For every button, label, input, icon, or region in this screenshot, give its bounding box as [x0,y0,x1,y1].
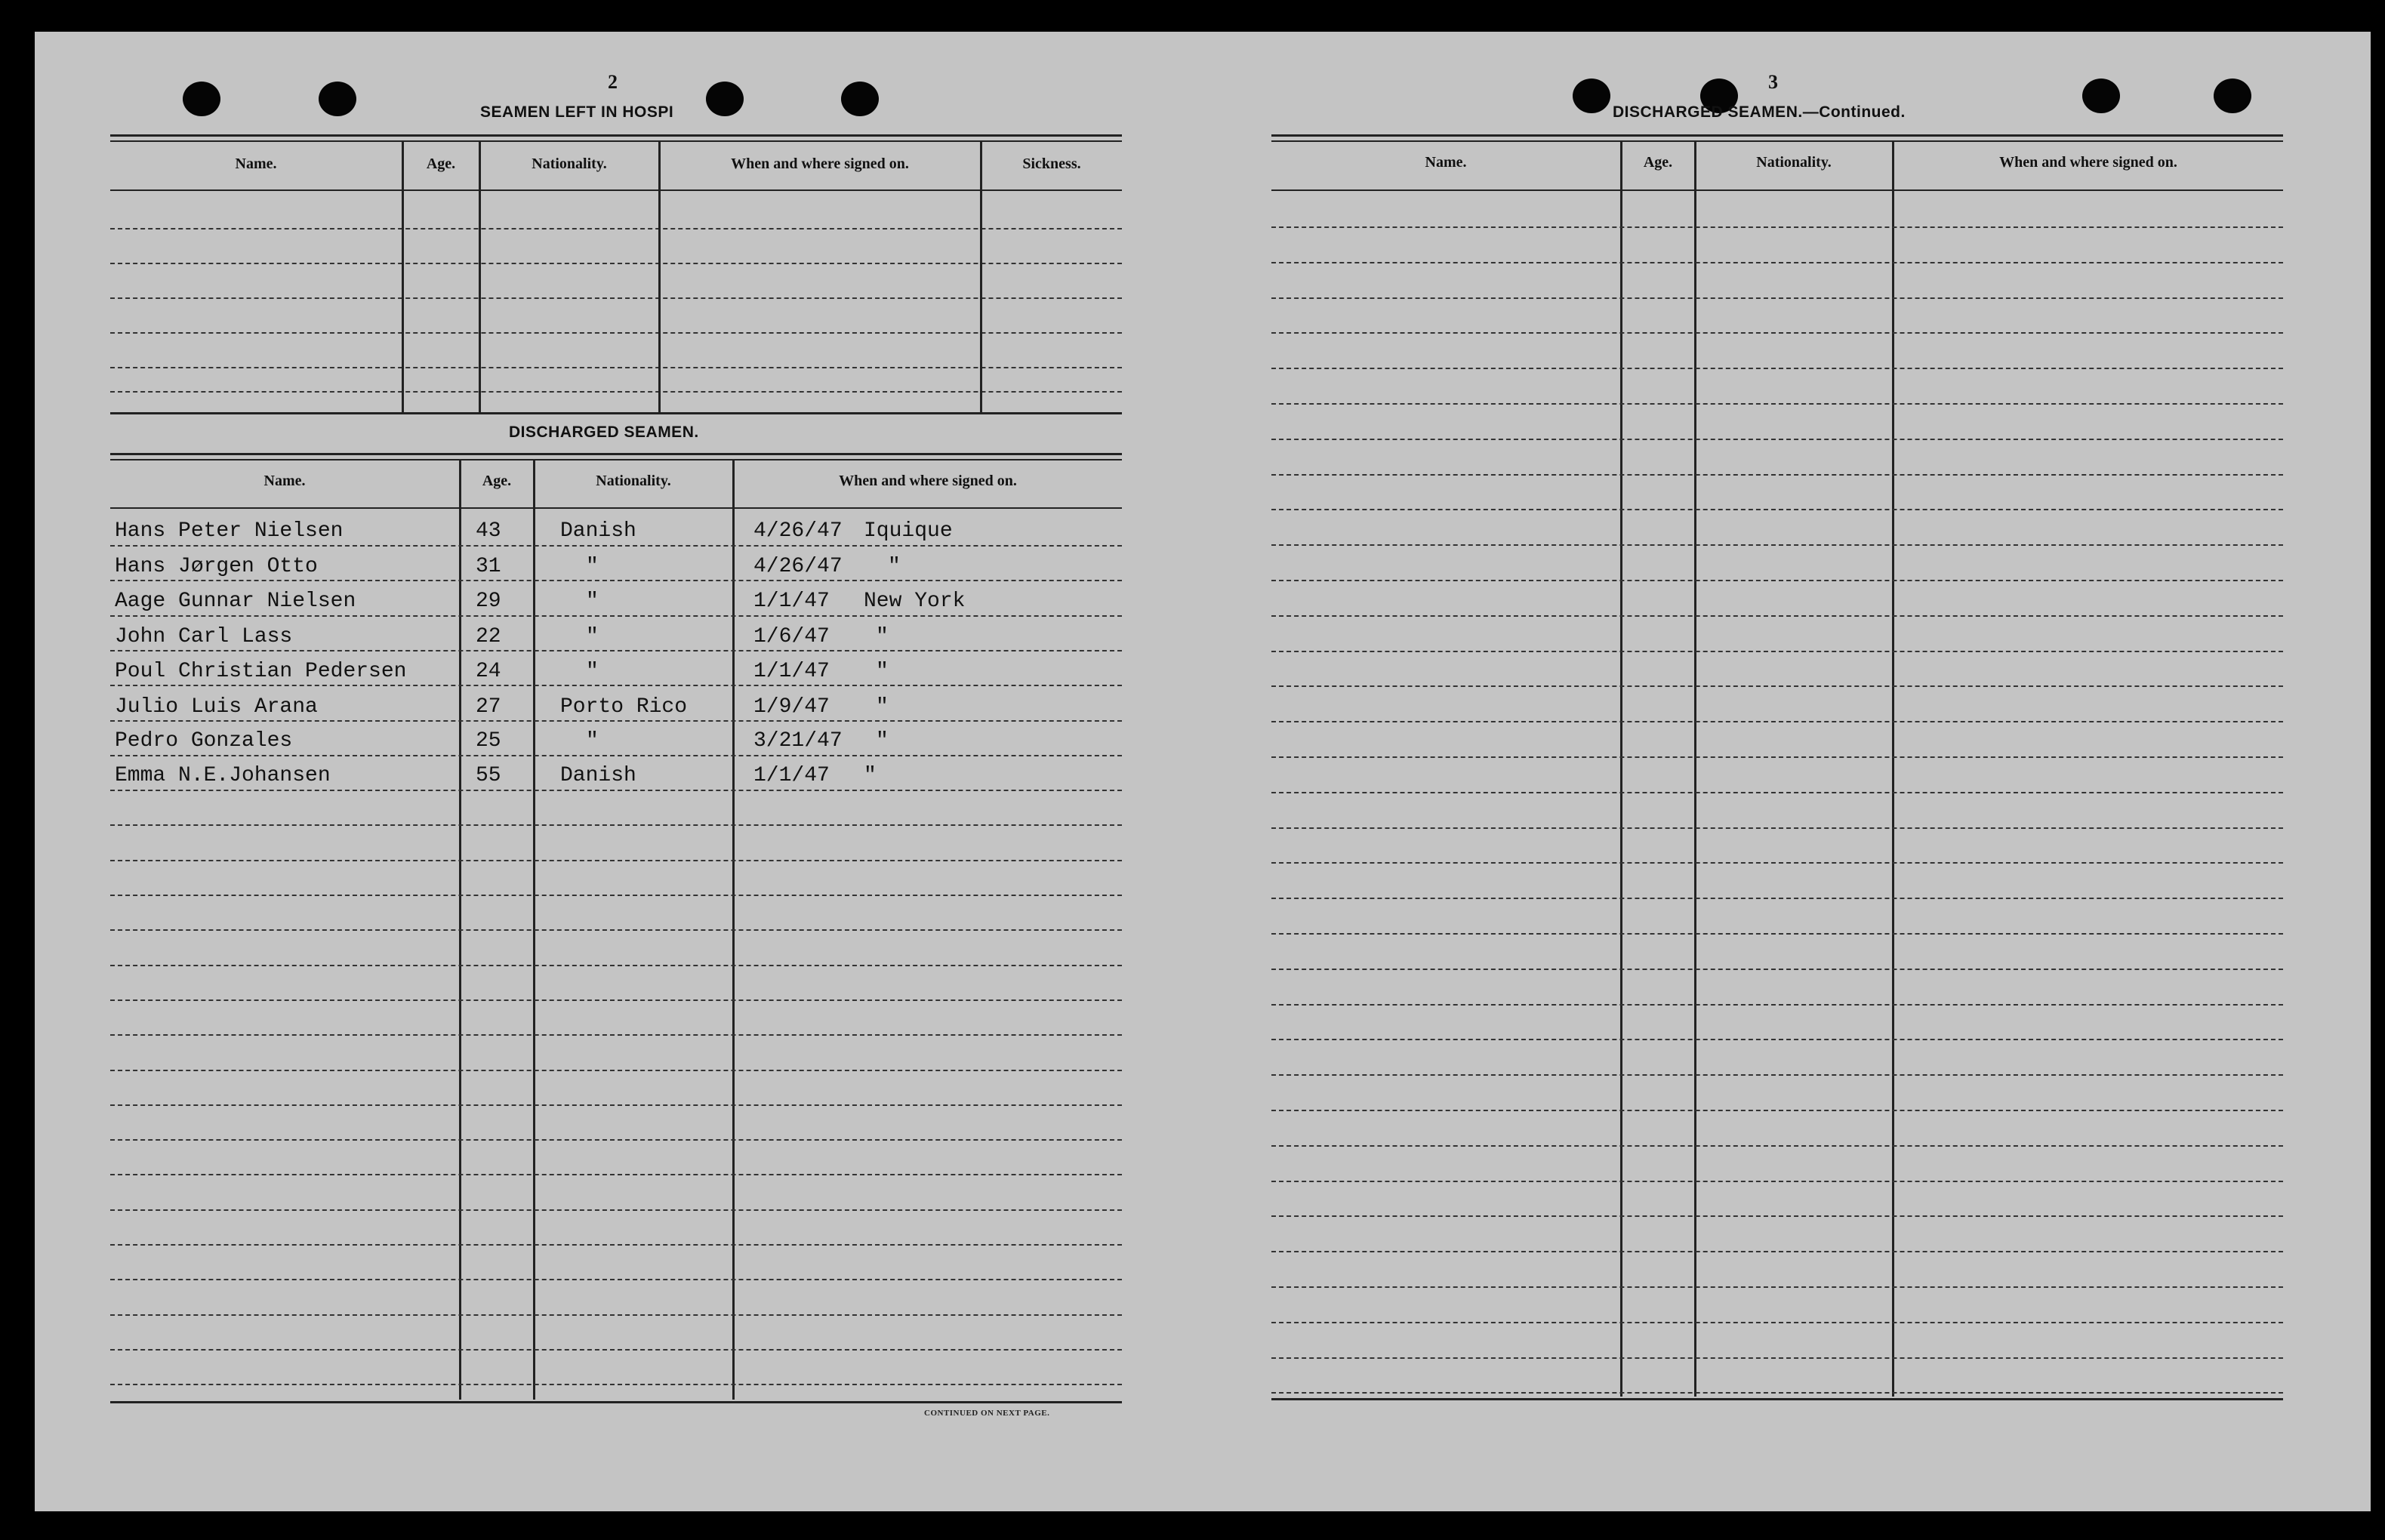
ruled-line [1271,898,2283,899]
seaman-name: John Carl Lass [115,625,293,648]
punch-hole [2082,79,2120,113]
discharged-table-top-rule [110,453,1122,455]
ruled-line [1271,862,2283,864]
seaman-nationality: " [586,729,599,753]
ruled-line [110,1279,1122,1280]
ruled-line [110,999,1122,1001]
hospital-row-line [110,332,1122,334]
seaman-name: Pedro Gonzales [115,729,293,753]
right-header-rule [1271,189,2283,191]
document-page [35,32,2371,1511]
seaman-nationality: " [586,555,599,578]
ruled-line [110,545,1122,547]
punch-hole [319,82,356,116]
ruled-line [110,1209,1122,1211]
ruled-line [110,790,1122,791]
ruled-line [1271,1357,2283,1359]
discharged-header-rule [110,507,1122,509]
ruled-line [110,965,1122,966]
seaman-signed-place: " [864,764,877,787]
ruled-line [110,1104,1122,1106]
seaman-signed-date: 3/21/47 [753,729,843,753]
hospital-section-title: SEAMEN LEFT IN HOSPI [480,103,674,121]
seaman-signed-place: Iquique [864,519,953,543]
seaman-signed-place: " [876,660,889,683]
ruled-line [1271,262,2283,263]
discharged-col-age: Age. [482,473,512,489]
right-col-signed-on: When and where signed on. [1999,154,2177,171]
seaman-nationality: Danish [560,519,636,543]
ruled-line [110,1244,1122,1246]
ruled-line [110,1384,1122,1385]
ruled-line [1271,1251,2283,1252]
page-number-left: 2 [608,71,618,93]
hospital-row-line [110,391,1122,393]
discharged-table-top-rule [110,459,1122,460]
ruled-line [1271,439,2283,440]
discharged-section-title: DISCHARGED SEAMEN. [509,424,699,441]
hospital-table-top-rule [110,134,1122,137]
ruled-line [1271,509,2283,510]
ruled-line [110,615,1122,617]
seaman-nationality: Porto Rico [560,695,688,719]
ruled-line [110,929,1122,931]
right-col-age: Age. [1643,154,1673,171]
ruled-line [110,685,1122,686]
seaman-signed-place: " [876,625,889,648]
seaman-age: 22 [476,625,501,648]
punch-hole [706,82,744,116]
punch-hole [2214,79,2251,113]
ruled-line [1271,969,2283,970]
right-col-divider [1892,140,1894,1397]
ruled-line [1271,332,2283,334]
hospital-col-divider [980,140,982,412]
ruled-line [1271,1215,2283,1217]
punch-hole [1573,79,1610,113]
seaman-age: 43 [476,519,501,543]
ruled-line [110,895,1122,896]
ruled-line [1271,792,2283,793]
seaman-name: Hans Peter Nielsen [115,519,344,543]
hospital-col-signed-on: When and where signed on. [731,156,909,172]
ruled-line [1271,685,2283,687]
right-table-top-rule [1271,140,2283,142]
ruled-line [1271,403,2283,405]
seaman-nationality: " [586,625,599,648]
hospital-col-sickness: Sickness. [1022,156,1081,172]
seaman-signed-date: 4/26/47 [753,519,843,543]
discharged-col-name: Name. [263,473,306,489]
hospital-row-line [110,367,1122,368]
ruled-line [110,720,1122,722]
discharged-col-nationality: Nationality. [596,473,671,489]
hospital-table-bottom-rule [110,412,1122,414]
ruled-line [1271,756,2283,758]
seaman-name: Aage Gunnar Nielsen [115,590,356,613]
seaman-signed-date: 1/1/47 [753,764,830,787]
hospital-col-name: Name. [235,156,277,172]
ruled-line [1271,651,2283,652]
ruled-line [1271,1181,2283,1182]
right-col-divider [1620,140,1622,1397]
ruled-line [1271,1039,2283,1040]
ruled-line [1271,933,2283,935]
hospital-row-line [110,228,1122,229]
seaman-signed-date: 1/1/47 [753,590,830,613]
ruled-line [110,824,1122,826]
seaman-age: 55 [476,764,501,787]
ruled-line [110,755,1122,756]
punch-hole [841,82,879,116]
hospital-col-divider [658,140,661,412]
page-number-right: 3 [1768,71,1778,93]
ruled-line [1271,1392,2283,1394]
hospital-header-rule [110,189,1122,191]
seaman-age: 27 [476,695,501,719]
ruled-line [1271,368,2283,369]
ruled-line [1271,827,2283,829]
seaman-nationality: " [586,660,599,683]
hospital-table-top-rule [110,140,1122,142]
discharged-table-bottom-rule [110,1401,1122,1403]
ruled-line [110,1174,1122,1175]
hospital-row-line [110,263,1122,264]
ruled-line [110,1139,1122,1141]
right-col-divider [1694,140,1696,1397]
punch-hole [183,82,220,116]
ruled-line [1271,1004,2283,1006]
ruled-line [110,650,1122,651]
seaman-name: Julio Luis Arana [115,695,318,719]
seaman-age: 29 [476,590,501,613]
seaman-age: 24 [476,660,501,683]
ruled-line [110,1034,1122,1036]
seaman-age: 31 [476,555,501,578]
seaman-name: Poul Christian Pedersen [115,660,407,683]
ruled-line [1271,1322,2283,1323]
continued-footer: CONTINUED ON NEXT PAGE. [924,1409,1050,1418]
right-table-top-rule [1271,134,2283,137]
seaman-age: 25 [476,729,501,753]
ruled-line [110,580,1122,581]
seaman-signed-date: 1/9/47 [753,695,830,719]
seaman-signed-place: " [876,695,889,719]
discharged-col-signed-on: When and where signed on. [839,473,1017,489]
seaman-signed-date: 1/1/47 [753,660,830,683]
seaman-name: Emma N.E.Johansen [115,764,331,787]
ruled-line [1271,580,2283,581]
ruled-line [1271,1074,2283,1076]
right-page-title: DISCHARGED SEAMEN.—Continued. [1613,103,1906,121]
ruled-line [110,860,1122,861]
seaman-signed-place: " [876,729,889,753]
hospital-col-divider [402,140,404,412]
seaman-signed-place: New York [864,590,966,613]
ruled-line [1271,1286,2283,1288]
right-col-name: Name. [1425,154,1467,171]
hospital-row-line [110,297,1122,299]
seaman-nationality: Danish [560,764,636,787]
ruled-line [1271,544,2283,546]
ruled-line [1271,615,2283,617]
hospital-col-nationality: Nationality. [532,156,607,172]
right-table-bottom-rule [1271,1398,2283,1400]
seaman-signed-date: 1/6/47 [753,625,830,648]
seaman-signed-place: " [888,555,901,578]
ruled-line [1271,1145,2283,1147]
ruled-line [110,1070,1122,1071]
ruled-line [1271,474,2283,476]
seaman-nationality: " [586,590,599,613]
ruled-line [110,1314,1122,1316]
right-col-nationality: Nationality. [1756,154,1832,171]
seaman-name: Hans Jørgen Otto [115,555,318,578]
hospital-col-divider [479,140,481,412]
ruled-line [1271,297,2283,299]
ruled-line [1271,721,2283,722]
hospital-col-age: Age. [426,156,456,172]
ruled-line [110,1349,1122,1351]
seaman-signed-date: 4/26/47 [753,555,843,578]
ruled-line [1271,226,2283,228]
ruled-line [1271,1110,2283,1111]
